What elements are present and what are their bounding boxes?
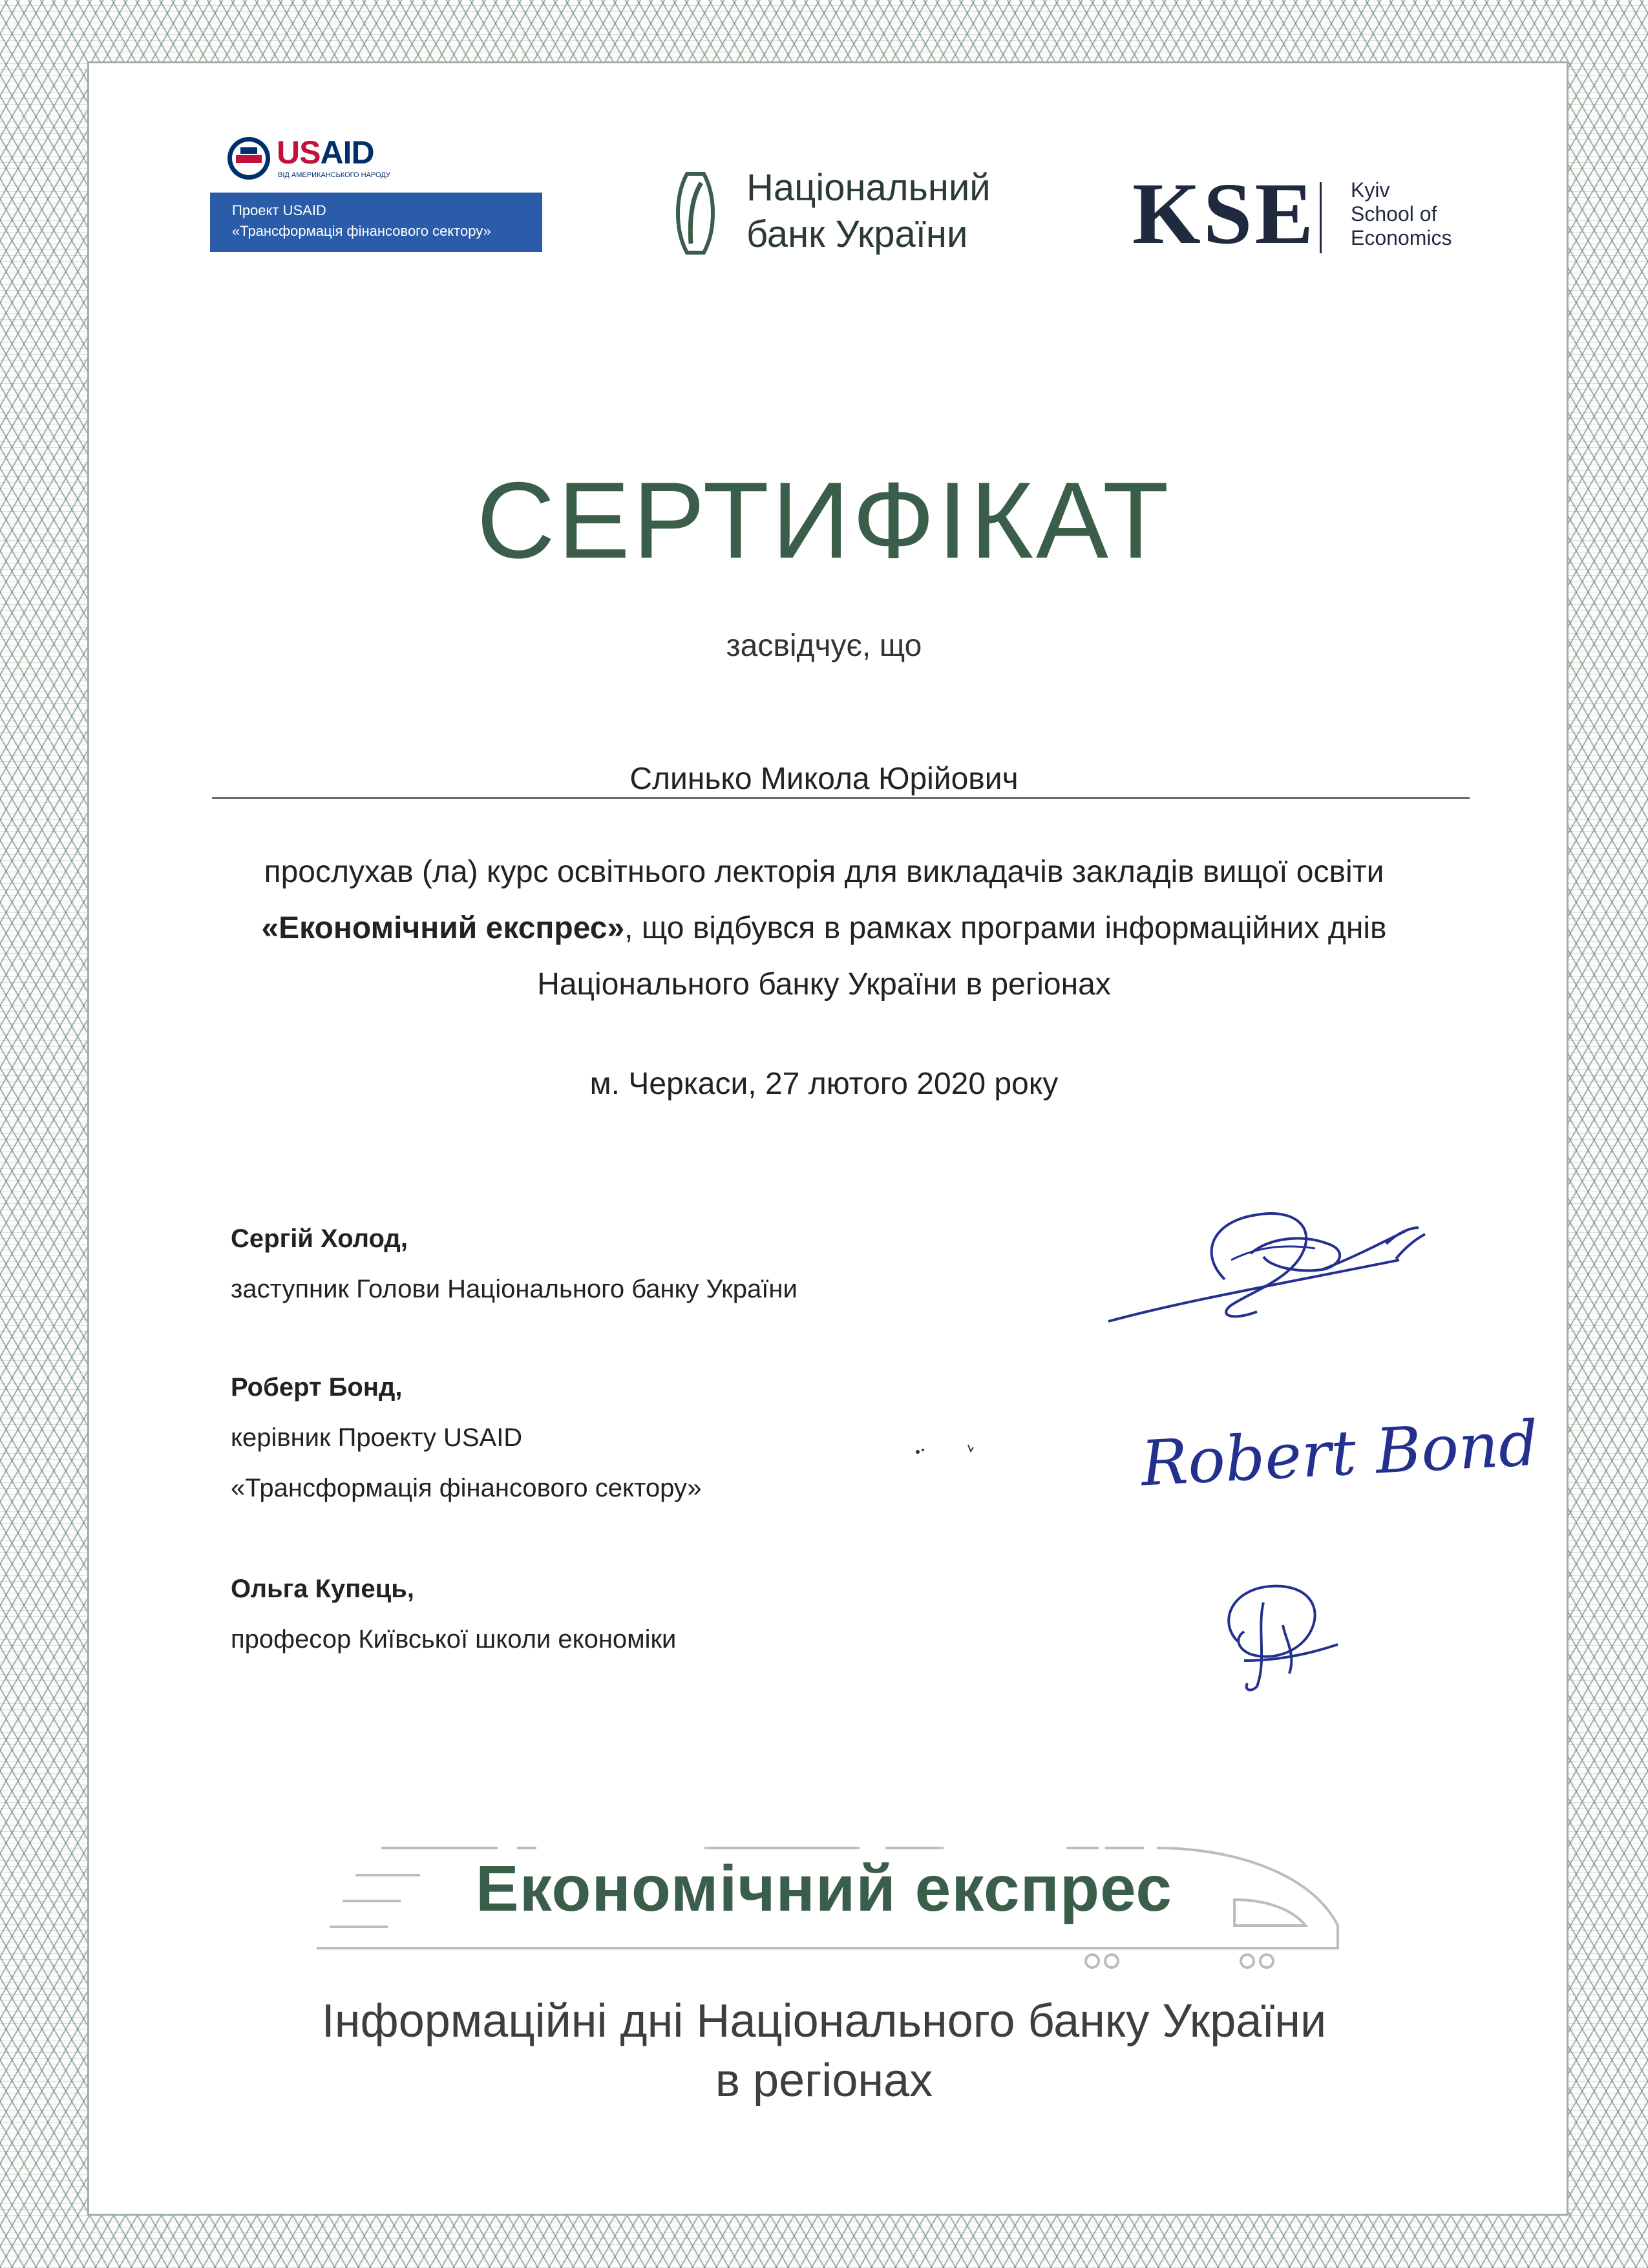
signature-bond [1134, 1389, 1540, 1512]
kse-divider [1320, 182, 1322, 253]
signatory-bond [231, 1362, 702, 1513]
program-subtitle-line-2: в регіонах [715, 2055, 933, 2106]
signatory-position-2: «Трансформація фінансового сектору» [231, 1474, 702, 1502]
signature-kholod-drawing [1102, 1182, 1438, 1338]
usaid-project-line1: Проект USAID [232, 202, 326, 218]
usaid-project-line2: «Трансформація фінансового сектору» [232, 223, 491, 239]
recipient-underline [212, 797, 1470, 799]
nbu-logo [675, 165, 1037, 262]
place-date: м. Черкаси, 27 лютого 2020 року [589, 1067, 1059, 1101]
usaid-wordmark: USAID [277, 134, 374, 171]
course-description [0, 844, 1648, 1013]
signature-kholod [1102, 1182, 1438, 1338]
course-name: «Економічний експрес» [261, 911, 625, 945]
signatory-kholod [231, 1213, 798, 1314]
signature-kupets [1205, 1564, 1347, 1706]
program-subtitle-line-1: Інформаційні дні Національного банку України [321, 1995, 1327, 2047]
course-line-1: прослухав (ла) курс освітнього лекторія для викладачів закладів вищої освіти [264, 855, 1384, 889]
signatory-position: керівник Проекту USAID [231, 1423, 523, 1452]
program-title: Економічний експрес [476, 1853, 1172, 1925]
attests-text: засвідчує, що [726, 629, 922, 663]
scan-specks [911, 1436, 982, 1462]
certificate-title: СЕРТИФІКАТ [476, 459, 1172, 581]
signature-bond-text: Robert Bond [1139, 1407, 1540, 1500]
nbu-wordmark: Національний банк України [746, 167, 991, 255]
signature-bond-drawing [1134, 1389, 1540, 1512]
usaid-tagline: ВІД АМЕРИКАНСЬКОГО НАРОДУ [278, 171, 390, 179]
signatory-position: професор Київської школи економіки [231, 1625, 677, 1654]
signatory-name: Ольга Купець, [231, 1575, 414, 1603]
nbu-emblem-icon [675, 171, 715, 255]
program-subtitle [0, 1991, 1648, 2110]
kse-logo [1132, 165, 1468, 262]
recipient-name: Слинько Микола Юрійович [629, 762, 1019, 796]
signature-kupets-drawing [1205, 1564, 1347, 1706]
usaid-seal-icon [226, 136, 271, 181]
signatory-name: Роберт Бонд, [231, 1373, 403, 1402]
usaid-project-banner [210, 193, 542, 252]
course-line-2: «Економічний експрес», що відбувся в рамках програми інформаційних днів [261, 911, 1387, 945]
course-line-3: Національного банку України в регіонах [537, 967, 1111, 1002]
signatory-kupets [231, 1564, 676, 1664]
signatory-name: Сергій Холод, [231, 1224, 408, 1253]
kse-mark: KSE [1132, 165, 1316, 262]
kse-wordmark: Kyiv School of Economics [1351, 178, 1452, 249]
signatory-position: заступник Голови Національного банку України [231, 1275, 798, 1303]
usaid-logo [226, 132, 388, 191]
